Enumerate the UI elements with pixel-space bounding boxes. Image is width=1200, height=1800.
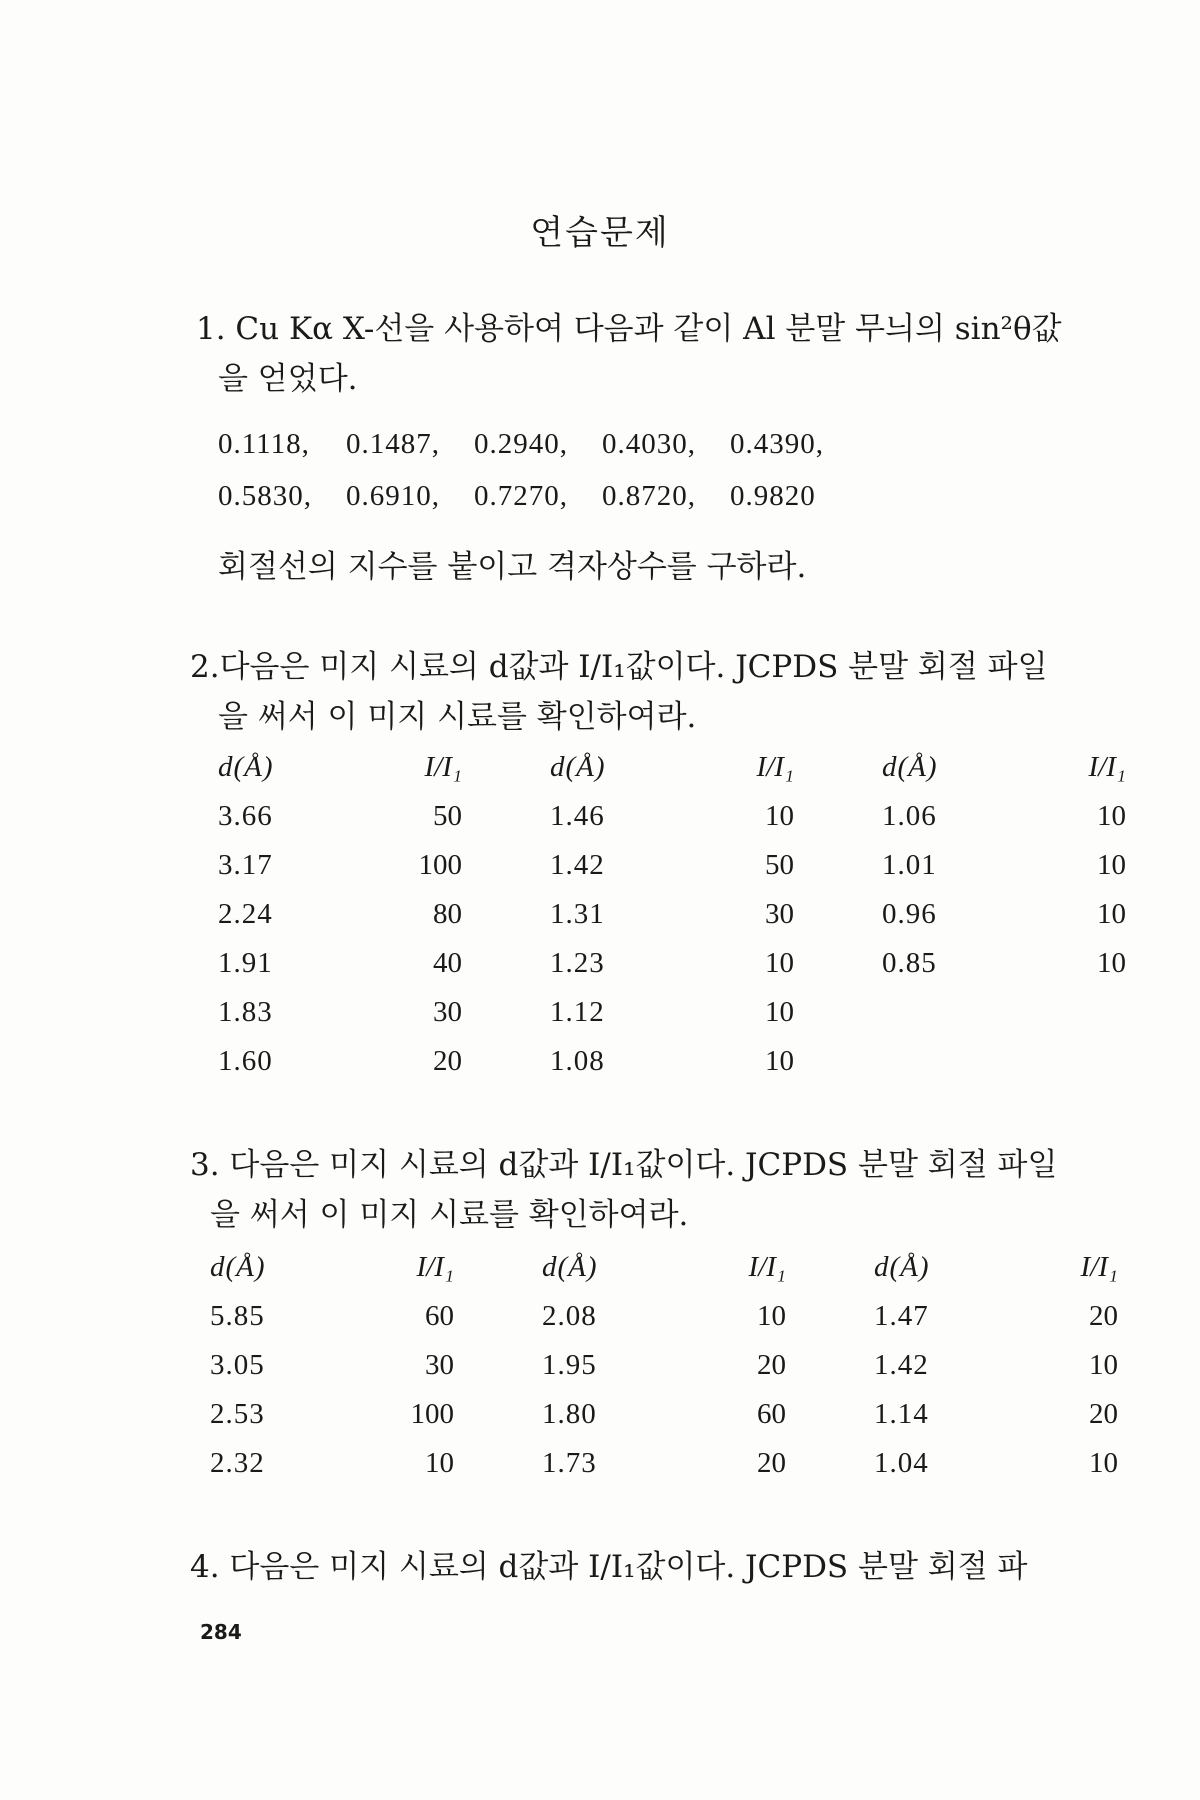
table-header-row [218,742,1126,792]
cell: 10 [765,1045,794,1077]
cell: 10 [1097,898,1126,930]
value: 0.9820 [730,480,816,512]
cell: 100 [418,849,462,881]
cell: 3.17 [218,849,273,881]
cell: 1.08 [550,1045,605,1077]
cell: 10 [765,996,794,1028]
problem-3-line-1: 3. 다음은 미지 시료의 d값과 I/I₁값이다. JCPDS 분말 회절 파일 [190,1147,1058,1183]
cell: 1.60 [218,1045,273,1077]
cell: 2.53 [210,1398,265,1430]
page-title: 연습문제 [530,213,670,253]
cell: 2.24 [218,898,273,930]
cell: 2.08 [542,1300,597,1332]
cell: 1.04 [874,1447,929,1479]
cell: 1.42 [874,1349,929,1381]
cell: 10 [425,1447,454,1479]
table-row [210,1341,1118,1390]
page-number: 284 [200,1620,242,1644]
value: 0.8720, [602,480,696,512]
value: 0.4390, [730,428,824,460]
cell: 1.01 [882,849,937,881]
cell [882,988,1046,1037]
problem-2-line-2: 을 써서 이 미지 시료를 확인하여라. [218,699,697,735]
column-header: d(Å) [218,750,274,783]
cell: 100 [410,1398,454,1430]
column-header: d(Å) [542,1250,598,1283]
value: 0.7270, [474,480,568,512]
cell [1046,1037,1126,1086]
column-header: I/I₁ [416,1250,454,1283]
cell: 1.95 [542,1349,597,1381]
cell: 1.06 [882,800,937,832]
value: 0.5830, [218,480,312,512]
cell: 5.85 [210,1300,265,1332]
cell: 40 [433,947,462,979]
cell [1046,988,1126,1037]
cell: 1.83 [218,996,273,1028]
cell: 60 [757,1398,786,1430]
cell: 50 [765,849,794,881]
table-row [218,939,1126,988]
cell: 30 [425,1349,454,1381]
column-header: d(Å) [874,1250,930,1283]
cell: 10 [1097,947,1126,979]
cell: 1.73 [542,1447,597,1479]
table-row [210,1292,1118,1341]
cell: 1.80 [542,1398,597,1430]
cell: 20 [757,1447,786,1479]
value: 0.4030, [602,428,696,460]
problem-3-line-2: 을 써서 이 미지 시료를 확인하여라. [210,1197,689,1233]
cell: 1.42 [550,849,605,881]
cell: 20 [1089,1300,1118,1332]
table-row [218,792,1126,841]
problem-4-line-1: 4. 다음은 미지 시료의 d값과 I/I₁값이다. JCPDS 분말 회절 파 [190,1549,1028,1585]
cell: 80 [433,898,462,930]
cell: 1.46 [550,800,605,832]
table-row [218,841,1126,890]
problem-2-line-1: 2.다음은 미지 시료의 d값과 I/I₁값이다. JCPDS 분말 회절 파일 [190,649,1048,685]
cell: 30 [433,996,462,1028]
column-header: I/I₁ [1088,750,1126,783]
cell: 1.14 [874,1398,929,1430]
value: 0.6910, [346,480,440,512]
cell: 3.05 [210,1349,265,1381]
problem-2-table [218,742,1126,1086]
value: 0.1487, [346,428,440,460]
problem-1-values-row-1 [218,428,858,461]
cell: 1.23 [550,947,605,979]
cell: 1.31 [550,898,605,930]
cell: 0.96 [882,898,937,930]
column-header: I/I₁ [756,750,794,783]
cell: 1.47 [874,1300,929,1332]
cell: 20 [757,1349,786,1381]
problem-3-table [210,1242,1118,1488]
cell: 1.12 [550,996,605,1028]
cell: 50 [433,800,462,832]
cell [882,1037,1046,1086]
cell: 20 [1089,1398,1118,1430]
problem-1-values-row-2 [218,480,858,513]
table-header-row [210,1242,1118,1292]
cell: 10 [757,1300,786,1332]
column-header: d(Å) [882,750,938,783]
cell: 10 [1097,849,1126,881]
cell: 3.66 [218,800,273,832]
column-header: d(Å) [210,1250,266,1283]
cell: 60 [425,1300,454,1332]
value: 0.2940, [474,428,568,460]
cell: 10 [1089,1447,1118,1479]
column-header: I/I₁ [424,750,462,783]
problem-1-line-2: 을 얻었다. [218,361,358,397]
table-row [210,1390,1118,1439]
cell: 30 [765,898,794,930]
cell: 10 [765,800,794,832]
cell: 10 [1089,1349,1118,1381]
problem-1-line-1: 1. Cu Kα X-선을 사용하여 다음과 같이 Al 분말 무늬의 sin²θ값 [196,311,1062,347]
column-header: d(Å) [550,750,606,783]
cell: 2.32 [210,1447,265,1479]
table-row [218,988,1126,1037]
cell: 10 [765,947,794,979]
value: 0.1118, [218,428,310,460]
column-header: I/I₁ [1080,1250,1118,1283]
problem-1-instruction: 회절선의 지수를 붙이고 격자상수를 구하라. [218,549,807,585]
cell: 10 [1097,800,1126,832]
cell: 1.91 [218,947,273,979]
table-row [218,1037,1126,1086]
column-header: I/I₁ [748,1250,786,1283]
table-row [210,1439,1118,1488]
cell: 20 [433,1045,462,1077]
cell: 0.85 [882,947,937,979]
table-row [218,890,1126,939]
